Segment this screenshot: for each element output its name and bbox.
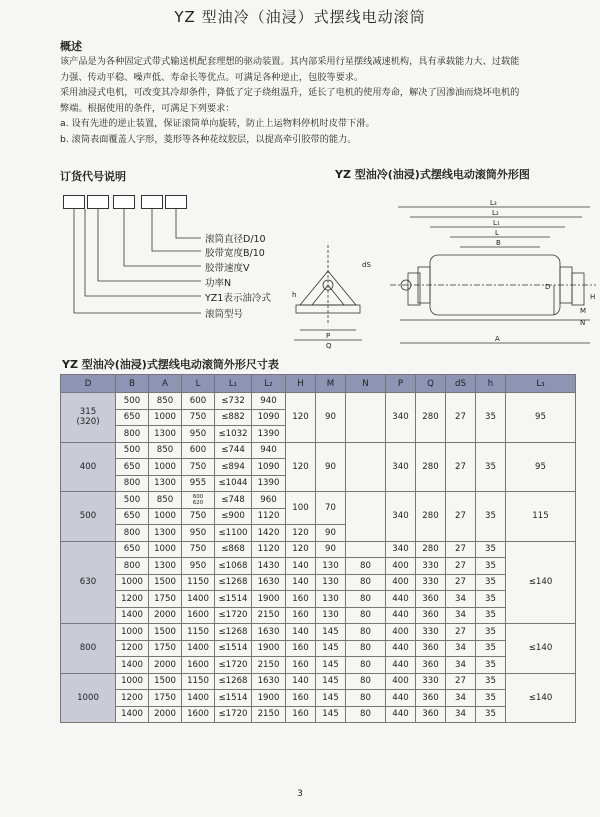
drum-outline-drawing — [290, 185, 600, 355]
table-cell: 35 — [476, 607, 506, 624]
table-cell: 940 — [252, 442, 286, 459]
table-cell: 145 — [316, 657, 346, 674]
table-cell: 1000 — [149, 508, 182, 525]
table-cell: 80 — [346, 624, 386, 641]
table-cell: 120 — [286, 393, 316, 443]
table-cell: 1500 — [149, 624, 182, 641]
table-cell: 35 — [476, 673, 506, 690]
col-header: N — [346, 375, 386, 393]
col-header: Q — [416, 375, 446, 393]
l3-cell: ≤140 — [506, 624, 576, 674]
table-cell: 850 — [149, 393, 182, 410]
table-cell: 1400 — [116, 607, 149, 624]
table-cell: 600 — [182, 442, 215, 459]
table-cell: 80 — [346, 690, 386, 707]
table-cell: 70 — [316, 492, 346, 525]
table-cell: 1750 — [149, 640, 182, 657]
table-cell: 340 — [386, 541, 416, 558]
table-cell: 1630 — [252, 624, 286, 641]
table-cell: 35 — [476, 591, 506, 608]
table-row — [61, 393, 576, 410]
table-cell: 1000 — [149, 541, 182, 558]
table-cell: 500 — [116, 442, 149, 459]
table-cell: 1000 — [116, 574, 149, 591]
table-cell: 34 — [446, 690, 476, 707]
dim-label-p: P — [326, 332, 331, 340]
table-cell: 1400 — [182, 690, 215, 707]
table-cell: 500 — [116, 393, 149, 410]
table-cell: 360 — [416, 657, 446, 674]
table-cell: 650 — [116, 459, 149, 476]
table-row — [61, 690, 576, 707]
table-cell: 160 — [286, 657, 316, 674]
table-cell: 1600 — [182, 657, 215, 674]
table-cell: 145 — [316, 640, 346, 657]
table-cell: 800 — [116, 426, 149, 443]
table-cell: 80 — [346, 673, 386, 690]
page-number: 3 — [297, 789, 303, 799]
table-cell: 35 — [476, 657, 506, 674]
dim-label-l2: L₂ — [492, 209, 499, 217]
table-cell: 440 — [386, 591, 416, 608]
table-cell: 1000 — [149, 409, 182, 426]
table-cell: ≤1044 — [215, 475, 252, 492]
dim-label-h-front: H — [590, 293, 596, 301]
table-cell: ≤1720 — [215, 657, 252, 674]
table-cell: ≤882 — [215, 409, 252, 426]
table-cell: 90 — [316, 442, 346, 492]
table-cell: 940 — [252, 393, 286, 410]
table-cell: ≤1268 — [215, 624, 252, 641]
table-cell: 1900 — [252, 640, 286, 657]
overview-heading: 概述 — [60, 40, 82, 53]
dim-label-q: Q — [326, 342, 332, 350]
table-cell: 800 — [116, 558, 149, 575]
table-cell: 80 — [346, 558, 386, 575]
diameter-cell: 400 — [61, 442, 116, 492]
table-cell — [346, 393, 386, 443]
overview-text — [60, 54, 560, 147]
table-cell: 2000 — [149, 657, 182, 674]
overview-line: 该产品是为各种固定式带式输送机配套理想的驱动装置。其内部采用行星摆线减速机构，具有承载能力大、过载能 — [60, 56, 520, 67]
table-cell: 27 — [446, 673, 476, 690]
table-cell: 650 — [116, 541, 149, 558]
table-cell: 120 — [286, 541, 316, 558]
table-cell: ≤1100 — [215, 525, 252, 542]
table-cell: 1150 — [182, 574, 215, 591]
table-cell: ≤748 — [215, 492, 252, 509]
dim-label-ds: dS — [362, 261, 371, 269]
table-cell: 500 — [116, 492, 149, 509]
table-cell: 35 — [476, 574, 506, 591]
table-cell: 340 — [386, 442, 416, 492]
table-cell: 360 — [416, 640, 446, 657]
table-row — [61, 607, 576, 624]
dim-label-l: L — [495, 229, 499, 237]
table-cell: 35 — [476, 393, 506, 443]
table-cell: 27 — [446, 574, 476, 591]
table-cell: 80 — [346, 706, 386, 723]
table-cell: 750 — [182, 541, 215, 558]
table-cell: 1630 — [252, 673, 286, 690]
table-cell: 27 — [446, 624, 476, 641]
table-cell: 440 — [386, 690, 416, 707]
table-cell: ≤900 — [215, 508, 252, 525]
col-header: L₁ — [215, 375, 252, 393]
table-cell: ≤1268 — [215, 673, 252, 690]
table-cell: 160 — [286, 607, 316, 624]
table-cell: 360 — [416, 690, 446, 707]
order-code-heading: 订货代号说明 — [60, 170, 126, 183]
table-cell: 650 — [116, 409, 149, 426]
table-cell: 1600 — [182, 706, 215, 723]
table-cell: ≤744 — [215, 442, 252, 459]
col-header: M — [316, 375, 346, 393]
table-cell: 35 — [476, 624, 506, 641]
table-cell: 2000 — [149, 607, 182, 624]
table-cell: 35 — [476, 706, 506, 723]
table-row — [61, 492, 576, 509]
table-cell: 440 — [386, 640, 416, 657]
table-cell: ≤1268 — [215, 574, 252, 591]
table-cell: 2150 — [252, 607, 286, 624]
table-cell: 1000 — [116, 673, 149, 690]
table-cell: 90 — [316, 393, 346, 443]
table-cell: 1430 — [252, 558, 286, 575]
table-row — [61, 574, 576, 591]
table-cell: 1400 — [182, 640, 215, 657]
overview-line: a. 设有先进的逆止装置，保证滚筒单向旋转，防止上运物料停机时皮带下滑。 — [60, 118, 375, 129]
table-cell: ≤868 — [215, 541, 252, 558]
table-row — [61, 591, 576, 608]
table-cell: 955 — [182, 475, 215, 492]
table-cell: 130 — [316, 591, 346, 608]
table-cell: 800 — [116, 525, 149, 542]
dim-label-m: M — [580, 307, 587, 315]
table-cell: 1120 — [252, 541, 286, 558]
table-row — [61, 657, 576, 674]
table-cell: 35 — [476, 690, 506, 707]
diameter-cell: 500 — [61, 492, 116, 542]
table-cell: 850 — [149, 442, 182, 459]
table-cell: 140 — [286, 624, 316, 641]
table-cell: 1500 — [149, 673, 182, 690]
table-cell: 120 — [286, 525, 316, 542]
diameter-cell: 630 — [61, 541, 116, 624]
table-cell: 340 — [386, 393, 416, 443]
front-view — [390, 207, 596, 343]
table-cell: 340 — [386, 492, 416, 542]
overview-line: 力强、传动平稳、噪声低、寿命长等优点。可满足各种逆止，包胶等要求。 — [60, 71, 364, 83]
table-cell: 440 — [386, 657, 416, 674]
table-cell: 330 — [416, 574, 446, 591]
table-cell: 1150 — [182, 673, 215, 690]
table-cell: 280 — [416, 492, 446, 542]
table-cell: 360 — [416, 706, 446, 723]
code-leader-lines — [55, 195, 315, 335]
col-header: A — [149, 375, 182, 393]
table-cell: ≤1720 — [215, 706, 252, 723]
table-cell: 140 — [286, 558, 316, 575]
table-header-row — [61, 375, 576, 393]
table-cell: 35 — [476, 640, 506, 657]
table-cell: 130 — [316, 607, 346, 624]
col-header: P — [386, 375, 416, 393]
table-cell: 80 — [346, 607, 386, 624]
dim-label-h: h — [292, 291, 297, 299]
diameter-cell: 800 — [61, 624, 116, 674]
table-cell: 160 — [286, 640, 316, 657]
table-cell: 27 — [446, 442, 476, 492]
table-cell: 35 — [476, 541, 506, 558]
table-cell: ≤1514 — [215, 591, 252, 608]
table-cell: ≤1720 — [215, 607, 252, 624]
order-code-diagram — [55, 195, 315, 335]
table-cell: 140 — [286, 673, 316, 690]
col-header: D — [61, 375, 116, 393]
table-cell: 1630 — [252, 574, 286, 591]
table-cell: 1390 — [252, 426, 286, 443]
table-cell: 650 — [116, 508, 149, 525]
table-cell: 2000 — [149, 706, 182, 723]
table-cell: 280 — [416, 541, 446, 558]
table-cell: 440 — [386, 706, 416, 723]
dim-label-b: B — [496, 239, 501, 247]
l3-cell: 95 — [506, 442, 576, 492]
table-cell: 400 — [386, 624, 416, 641]
table-cell: 27 — [446, 541, 476, 558]
table-cell: ≤1514 — [215, 690, 252, 707]
table-cell: 1300 — [149, 426, 182, 443]
table-cell: 27 — [446, 492, 476, 542]
table-cell: 1200 — [116, 690, 149, 707]
col-header: B — [116, 375, 149, 393]
col-header: h — [476, 375, 506, 393]
dim-label-l1: L₁ — [493, 219, 500, 227]
table-cell — [346, 442, 386, 492]
table-cell: 360 — [416, 607, 446, 624]
table-cell: 330 — [416, 558, 446, 575]
table-cell: 160 — [286, 591, 316, 608]
table-cell: 100 — [286, 492, 316, 525]
table-cell: 35 — [476, 442, 506, 492]
table-cell: 1120 — [252, 508, 286, 525]
table-cell: 145 — [316, 673, 346, 690]
overview-line: 弊端。根据使用的条件，可满足下列要求： — [60, 102, 235, 114]
table-cell: 1400 — [182, 591, 215, 608]
dim-label-d: D — [545, 283, 551, 291]
table-row — [61, 442, 576, 459]
table-cell: 600 — [182, 393, 215, 410]
l3-cell: 115 — [506, 492, 576, 542]
table-cell: 440 — [386, 607, 416, 624]
table-cell: 1420 — [252, 525, 286, 542]
table-cell: ≤732 — [215, 393, 252, 410]
code-label-belt-speed: 胶带速度V — [205, 263, 250, 274]
table-cell: 1300 — [149, 525, 182, 542]
code-label-belt-width: 胶带宽度B/10 — [205, 248, 265, 259]
table-cell — [346, 492, 386, 542]
diameter-cell: 1000 — [61, 673, 116, 723]
table-cell: 80 — [346, 574, 386, 591]
table-cell: 145 — [316, 706, 346, 723]
table-cell: 1000 — [116, 624, 149, 641]
table-cell: 35 — [476, 558, 506, 575]
table-cell: 1600 — [182, 607, 215, 624]
page-title: YZ 型油冷（油浸）式摆线电动滚筒 — [174, 8, 426, 26]
table-cell: 145 — [316, 690, 346, 707]
table-cell: 160 — [286, 706, 316, 723]
table-cell: 80 — [346, 657, 386, 674]
table-cell: 90 — [316, 541, 346, 558]
table-row — [61, 541, 576, 558]
table-cell: 130 — [316, 558, 346, 575]
table-cell: 400 — [386, 673, 416, 690]
table-cell: 80 — [346, 640, 386, 657]
table-cell: 34 — [446, 607, 476, 624]
table-cell: 800 — [116, 475, 149, 492]
table-cell: 280 — [416, 442, 446, 492]
col-header: L₃ — [506, 375, 576, 393]
table-cell: 90 — [316, 525, 346, 542]
code-label-power: 功率N — [205, 278, 232, 289]
table-cell: ≤1032 — [215, 426, 252, 443]
table-cell: 750 — [182, 459, 215, 476]
table-cell: 35 — [476, 492, 506, 542]
table-cell: 280 — [416, 393, 446, 443]
table-cell: ≤1068 — [215, 558, 252, 575]
table-cell: 160 — [286, 690, 316, 707]
table-cell: 400 — [386, 574, 416, 591]
table-cell: 2150 — [252, 706, 286, 723]
table-row — [61, 673, 576, 690]
l3-cell: ≤140 — [506, 673, 576, 723]
table-cell: 1200 — [116, 591, 149, 608]
table-cell: ≤1514 — [215, 640, 252, 657]
table-cell: 1090 — [252, 409, 286, 426]
table-heading: YZ 型油冷(油浸)式摆线电动滚筒外形尺寸表 — [62, 358, 279, 371]
col-header: H — [286, 375, 316, 393]
table-cell: 1900 — [252, 591, 286, 608]
table-cell: 950 — [182, 558, 215, 575]
table-cell: 600 620 — [182, 492, 215, 509]
table-cell: 750 — [182, 508, 215, 525]
code-label-model: 滚筒型号 — [205, 309, 244, 320]
table-cell: 2150 — [252, 657, 286, 674]
table-cell: 850 — [149, 492, 182, 509]
table-cell: 1300 — [149, 475, 182, 492]
table-cell: 1300 — [149, 558, 182, 575]
table-cell: 1750 — [149, 591, 182, 608]
table-cell: 27 — [446, 558, 476, 575]
dimension-table — [60, 374, 576, 723]
table-cell: ≤894 — [215, 459, 252, 476]
dim-label-l3: L₃ — [490, 199, 497, 207]
table-cell: 1150 — [182, 624, 215, 641]
table-cell: 1000 — [149, 459, 182, 476]
table-cell: 34 — [446, 657, 476, 674]
table-cell: 130 — [316, 574, 346, 591]
table-cell: 27 — [446, 393, 476, 443]
table-row — [61, 558, 576, 575]
table-cell: 34 — [446, 640, 476, 657]
col-header: L₂ — [252, 375, 286, 393]
table-cell: 34 — [446, 706, 476, 723]
table-cell — [346, 541, 386, 558]
diameter-cell: 315 (320) — [61, 393, 116, 443]
table-cell: 120 — [286, 442, 316, 492]
code-label-oil-cooled: YZ1表示油冷式 — [205, 293, 271, 304]
diagram-heading: YZ 型油冷(油浸)式摆线电动滚筒外形图 — [335, 168, 530, 181]
overview-line: b. 滚筒表面覆盖人字形，菱形等各种花纹胶层，以提高牵引胶带的能力。 — [60, 133, 357, 145]
table-cell: 145 — [316, 624, 346, 641]
col-header: dS — [446, 375, 476, 393]
code-label-diameter: 滚筒直径D/10 — [205, 234, 266, 245]
table-cell: 950 — [182, 525, 215, 542]
overview-line: 采用油浸式电机，可改变其冷却条件，降低了定子绕组温升，延长了电机的使用寿命，解决了因渗油而烧坏电机的 — [60, 87, 520, 98]
table-cell: 1090 — [252, 459, 286, 476]
table-cell: 140 — [286, 574, 316, 591]
dim-label-a: A — [495, 335, 500, 343]
table-row — [61, 640, 576, 657]
table-cell: 34 — [446, 591, 476, 608]
table-cell: 1390 — [252, 475, 286, 492]
table-cell: 1900 — [252, 690, 286, 707]
col-header: L — [182, 375, 215, 393]
table-cell: 330 — [416, 624, 446, 641]
table-cell: 1750 — [149, 690, 182, 707]
table-cell: 960 — [252, 492, 286, 509]
table-cell: 360 — [416, 591, 446, 608]
table-cell: 1400 — [116, 706, 149, 723]
side-view-bracket — [294, 245, 362, 340]
table-cell: 1400 — [116, 657, 149, 674]
table-row — [61, 624, 576, 641]
dim-label-n: N — [580, 319, 586, 327]
table-cell: 400 — [386, 558, 416, 575]
table-cell: 1200 — [116, 640, 149, 657]
table-cell: 80 — [346, 591, 386, 608]
l3-cell: 95 — [506, 393, 576, 443]
l3-cell: ≤140 — [506, 541, 576, 624]
table-cell: 1500 — [149, 574, 182, 591]
table-cell: 750 — [182, 409, 215, 426]
table-cell: 950 — [182, 426, 215, 443]
table-cell: 330 — [416, 673, 446, 690]
table-row — [61, 706, 576, 723]
